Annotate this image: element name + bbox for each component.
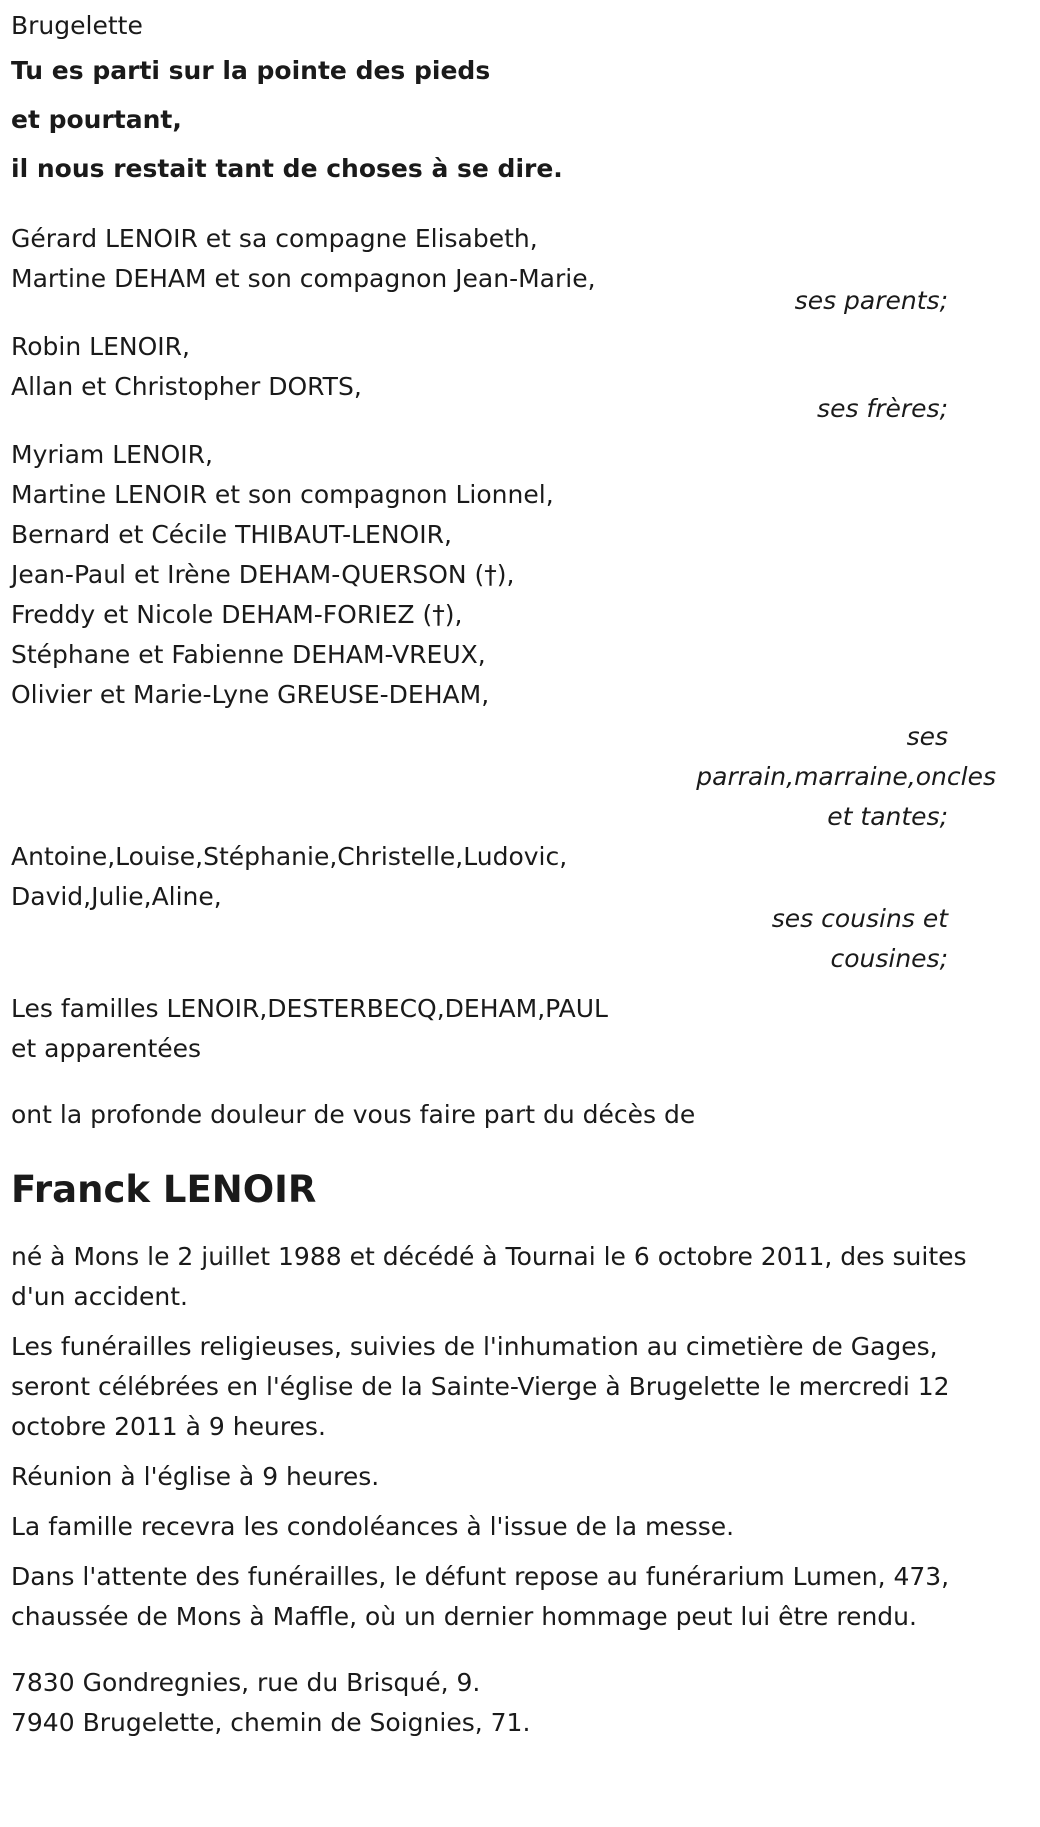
church-meeting: Réunion à l'église à 9 heures. bbox=[11, 1462, 380, 1491]
family-member-line: Robin LENOIR, bbox=[11, 332, 190, 361]
relation-label: parrain,marraine,oncles bbox=[696, 762, 996, 791]
relation-label: et tantes; bbox=[827, 802, 948, 831]
verse-line: Tu es parti sur la pointe des pieds bbox=[11, 56, 491, 85]
families-line: Les familles LENOIR,DESTERBECQ,DEHAM,PAUL bbox=[11, 994, 608, 1023]
verse-line: et pourtant, bbox=[11, 105, 182, 134]
relation-label: ses parents; bbox=[794, 286, 948, 315]
family-member-line: Olivier et Marie-Lyne GREUSE-DEHAM, bbox=[11, 680, 490, 709]
families-block bbox=[11, 989, 1040, 1069]
address-line: 7830 Gondregnies, rue du Brisqué, 9. bbox=[11, 1668, 481, 1697]
godparents-uncles-group bbox=[11, 435, 996, 837]
family-member-line: Martine LENOIR et son compagnon Lionnel, bbox=[11, 480, 554, 509]
funerarium-info: Dans l'attente des funérailles, le défunt repose au funérarium Lumen, 473, chaussée de Mons à Maffle, où un dernier hommage peut lui être rendu. bbox=[11, 1562, 950, 1631]
relation-label: cousines; bbox=[830, 944, 948, 973]
verse-line: il nous restait tant de choses à se dire. bbox=[11, 154, 563, 183]
addresses-block bbox=[11, 1663, 1040, 1743]
family-member-line: Gérard LENOIR et sa compagne Elisabeth, bbox=[11, 224, 538, 253]
family-member-line: Stéphane et Fabienne DEHAM-VREUX, bbox=[11, 640, 486, 669]
place-name: Brugelette bbox=[11, 11, 143, 40]
relation-label: ses frères; bbox=[817, 394, 948, 423]
brothers-group bbox=[11, 327, 996, 429]
relation-label: ses bbox=[906, 722, 948, 751]
family-member-line: Freddy et Nicole DEHAM-FORIEZ (†), bbox=[11, 600, 463, 629]
family-member-line: David,Julie,Aline, bbox=[11, 882, 222, 911]
funeral-details: Les funérailles religieuses, suivies de l'inhumation au cimetière de Gages, seront célébrées en l'église de la Sainte-Vierge à Brugelette le mercredi 12 octobre 2011 à 9 heures. bbox=[11, 1332, 950, 1441]
family-member-line: Martine DEHAM et son compagnon Jean-Marie, bbox=[11, 264, 596, 293]
announcement-intro: ont la profonde douleur de vous faire part du décès de bbox=[11, 1100, 696, 1129]
family-member-line: Bernard et Cécile THIBAUT-LENOIR, bbox=[11, 520, 452, 549]
families-line: et apparentées bbox=[11, 1034, 202, 1063]
cousins-group bbox=[11, 837, 996, 979]
family-member-line: Allan et Christopher DORTS, bbox=[11, 372, 362, 401]
verse bbox=[11, 46, 1040, 193]
birth-death-details: né à Mons le 2 juillet 1988 et décédé à Tournai le 6 octobre 2011, des suites d'un accident. bbox=[11, 1242, 967, 1311]
family-member-line: Jean-Paul et Irène DEHAM-QUERSON (†), bbox=[11, 560, 515, 589]
parents-group bbox=[11, 219, 996, 321]
condolences-info: La famille recevra les condoléances à l'issue de la messe. bbox=[11, 1512, 735, 1541]
family-member-line: Myriam LENOIR, bbox=[11, 440, 214, 469]
family-member-line: Antoine,Louise,Stéphanie,Christelle,Ludovic, bbox=[11, 842, 568, 871]
address-line: 7940 Brugelette, chemin de Soignies, 71. bbox=[11, 1708, 531, 1737]
relation-label: ses cousins et bbox=[771, 904, 948, 933]
deceased-name: Franck LENOIR bbox=[11, 1168, 317, 1211]
